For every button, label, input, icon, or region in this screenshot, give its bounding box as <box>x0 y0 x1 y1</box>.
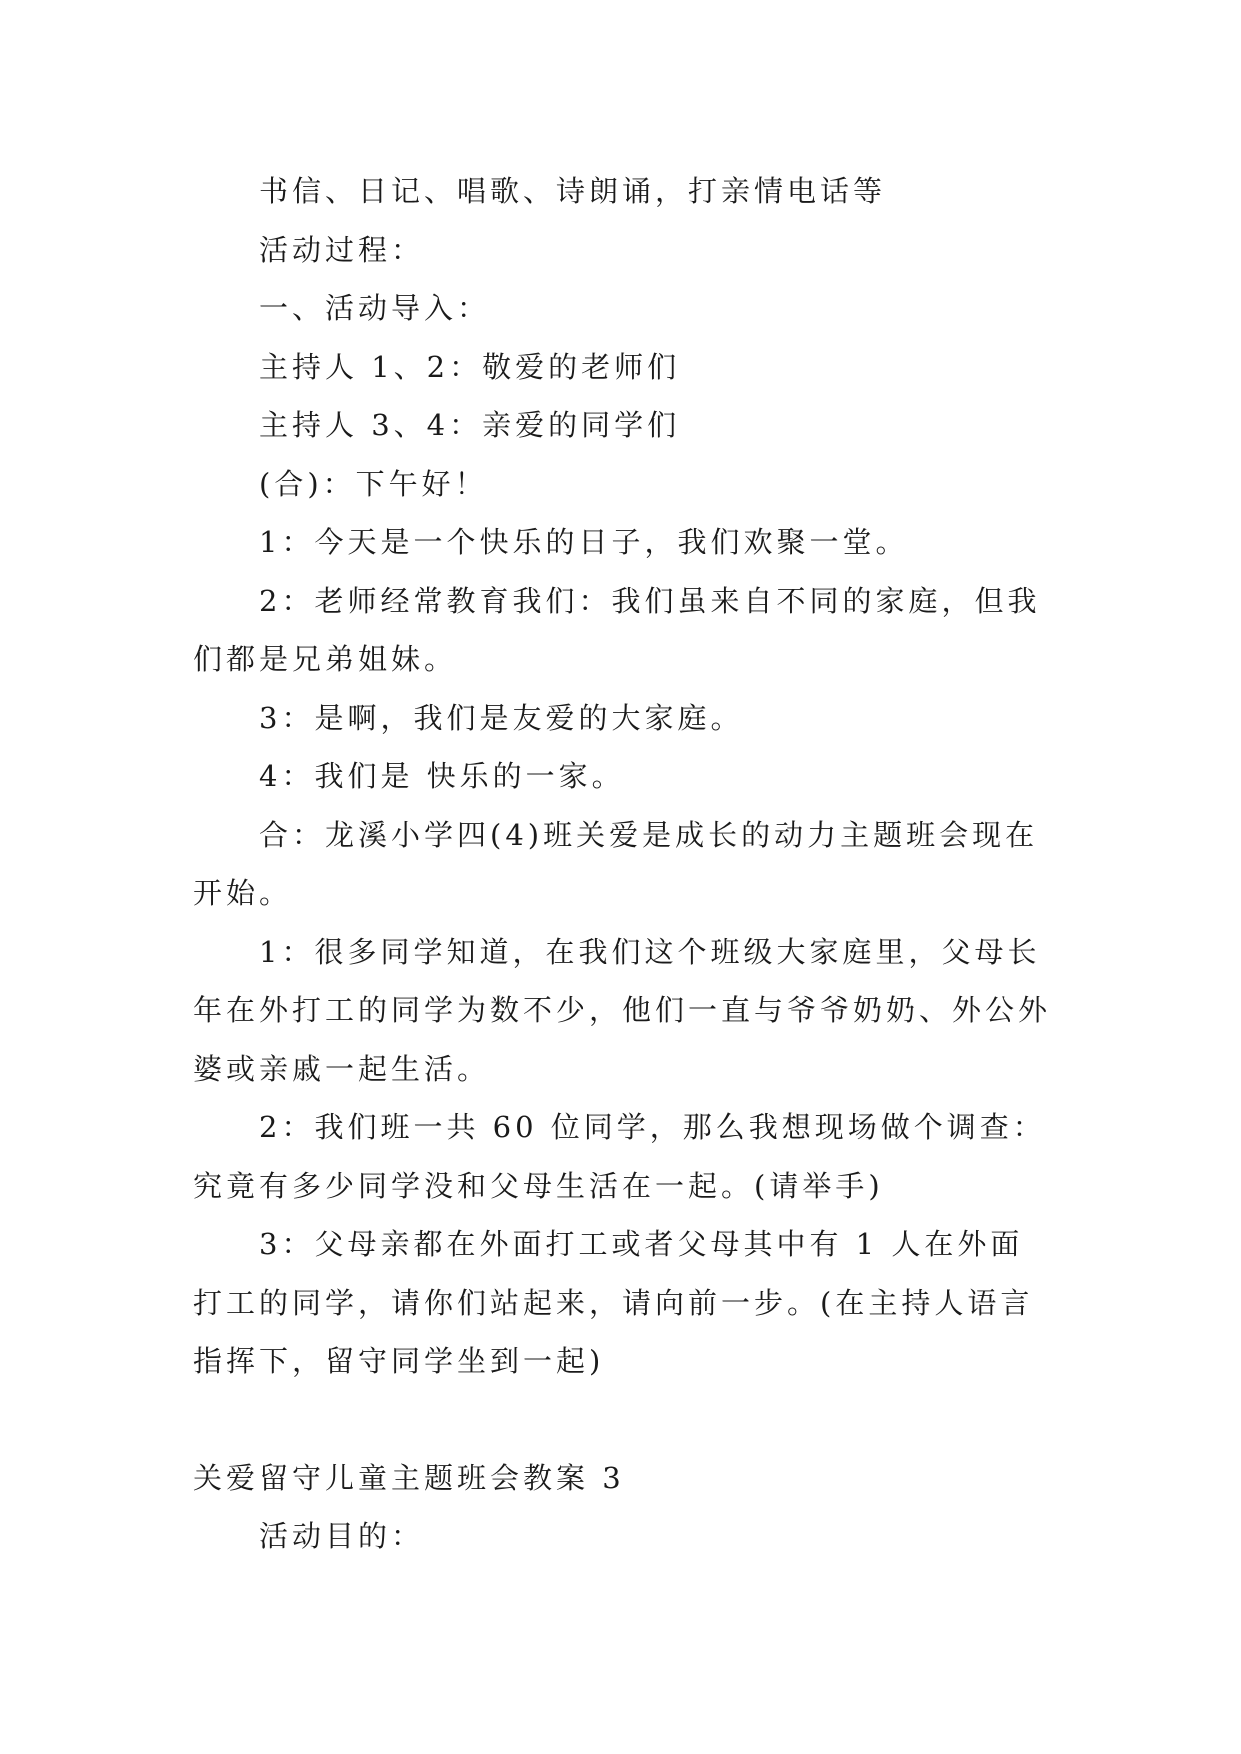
paragraph: 3：是啊，我们是友爱的大家庭。 <box>259 700 744 735</box>
paragraph: 一、活动导入： <box>259 291 491 325</box>
paragraph: 1：今天是一个快乐的日子，我们欢聚一堂。 <box>259 525 909 559</box>
document-body <box>193 162 1053 1566</box>
paragraph: 活动目的： <box>259 1519 425 1553</box>
section-spacer <box>193 1391 1053 1449</box>
paragraph: 主持人 1、2：敬爱的老师们 <box>259 349 681 384</box>
paragraph: 主持人 3、4：亲爱的同学们 <box>259 408 681 442</box>
paragraph: 书信、日记、唱歌、诗朗诵，打亲情电话等 <box>259 174 887 208</box>
paragraph: (合)：下午好！ <box>259 466 488 501</box>
paragraph: 活动过程： <box>259 232 425 267</box>
paragraph: 合：龙溪小学四(4)班关爱是成长的动力主题班会现在开始。 <box>193 817 1039 910</box>
section-title: 关爱留守儿童主题班会教案 3 <box>193 1460 625 1495</box>
paragraph: 4：我们是 快乐的一家。 <box>259 759 625 793</box>
paragraph: 2：老师经常教育我们：我们虽来自不同的家庭，但我们都是兄弟姐妹。 <box>193 583 1041 676</box>
paragraph: 2：我们班一共 60 位同学，那么我想现场做个调查：究竟有多少同学没和父母生活在一起。(请举手) <box>193 1110 1046 1203</box>
paragraph: 1：很多同学知道，在我们这个班级大家庭里，父母长年在外打工的同学为数不少，他们一直与爷爷奶奶、外公外婆或亲戚一起生活。 <box>193 934 1052 1086</box>
paragraph: 3：父母亲都在外面打工或者父母其中有 1 人在外面打工的同学，请你们站起来，请向前一步。(在主持人语言指挥下，留守同学坐到一起) <box>193 1227 1034 1378</box>
